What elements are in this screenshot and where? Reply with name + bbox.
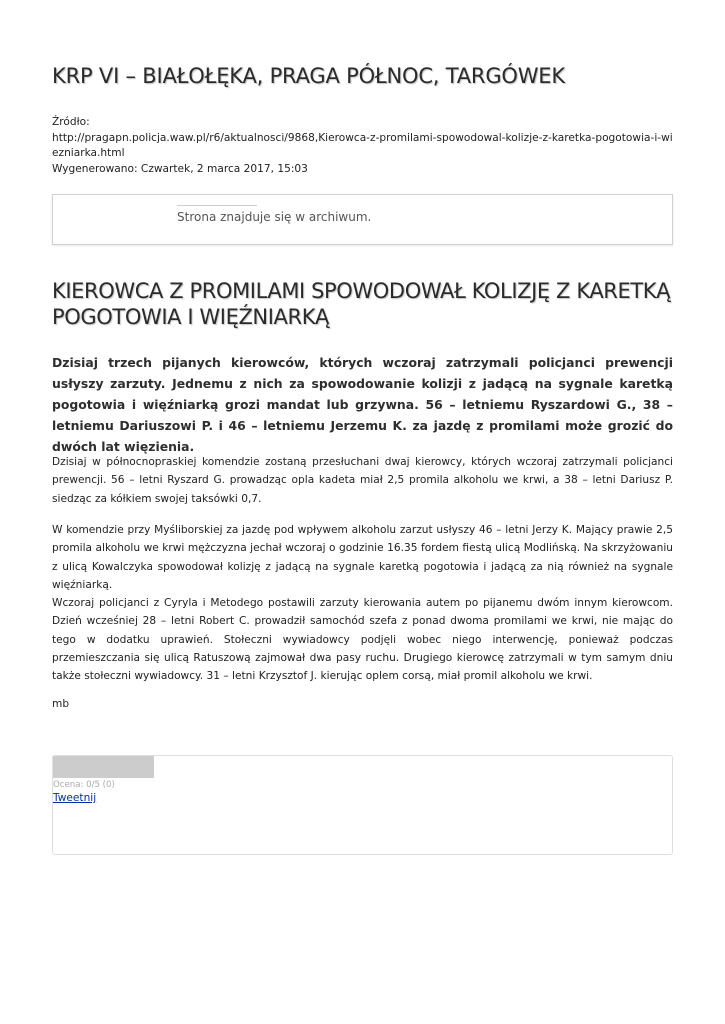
archive-notice: Strona znajduje się w archiwum. — [177, 210, 372, 224]
rating-label: Ocena: 0/5 (0) — [53, 780, 115, 790]
archive-notice-box — [52, 194, 673, 245]
source-label: Źródło: — [52, 116, 90, 128]
rating-box — [52, 755, 673, 855]
article-lead: Dzisiaj trzech pijanych kierowców, których wczoraj zatrzymali policjanci prewencji usłyszy zarzuty. Jednemu z nich za spowodowanie kolizji z jadącą na sygnale karetką pogotowia i więźniarką grozi mandat lub grzywna. 56 – letniemu Ryszardowi G., 38 – letniemu Dariuszowi P. i 46 – letniemu Jerzemu K. za jazdę z promilami może grozić do dwóch lat więzienia. — [52, 355, 673, 454]
rating-stars[interactable] — [53, 756, 154, 778]
tweet-link[interactable]: Tweetnij — [53, 792, 97, 804]
article-paragraph: W komendzie przy Myśliborskiej za jazdę pod wpływem alkoholu zarzut usłyszy 46 – letni Jerzy K. Mający prawie 2,5 promila alkoholu we krwi mężczyzna jechał wczoraj o godzinie 16.35 fordem fiestą ulicą Modlińską. Na skrzyżowaniu z ulicą Kowalczyka spowodował kolizję z jadącą na sygnale karetką pogotowia i jadącą za nią również na sygnale więźniarką. — [52, 524, 673, 591]
article-paragraph: Wczoraj policjanci z Cyryla i Metodego postawili zarzuty kierowania autem po pijanemu dwóm innym kierowcom. Dzień wcześniej 28 – letni Robert C. prowadził samochód szefa z ponad dwoma promilami we krwi, nie mając do tego w dodatku uprawień. Stołeczni wywiadowcy podjęli wobec niego interwencję, ponieważ podczas przemieszczania się ulicą Ratuszową zajmował dwa pasy ruchu. Drugiego kierowcę zatrzymali w tym samym dniu także stołeczni wywiadowcy. 31 – letni Krzysztof J. kierując oplem corsą, miał promil alkoholu we krwi. — [52, 597, 673, 683]
article-title: KIEROWCA Z PROMILAMI SPOWODOWAŁ KOLIZJĘ Z KARETKĄ POGOTOWIA I WIĘŹNIARKĄ — [52, 279, 671, 329]
source-meta — [52, 115, 673, 177]
archive-divider — [177, 205, 257, 206]
article-signature: mb — [52, 698, 70, 710]
article-paragraph: Dzisiaj w północnopraskiej komendzie zostaną przesłuchani dwaj kierowcy, których wczoraj zatrzymali policjanci prewencji. 56 – letni Ryszard G. prowadząc opla kadeta miał 2,5 promila alkoholu we krwi, a 38 – letni Dariusz P. siedząc za kółkiem swojej taksówki 0,7. — [52, 456, 673, 505]
site-title: KRP VI – BIAŁOŁĘKA, PRAGA PÓŁNOC, TARGÓWEK — [52, 64, 565, 88]
generated-date: Wygenerowano: Czwartek, 2 marca 2017, 15:03 — [52, 162, 308, 175]
source-url: http://pragapn.policja.waw.pl/r6/aktualnosci/9868,Kierowca-z-promilami-spowodowal-kolizje-z-karetka-pogotowia-i-wiezniarka.html — [52, 131, 673, 159]
